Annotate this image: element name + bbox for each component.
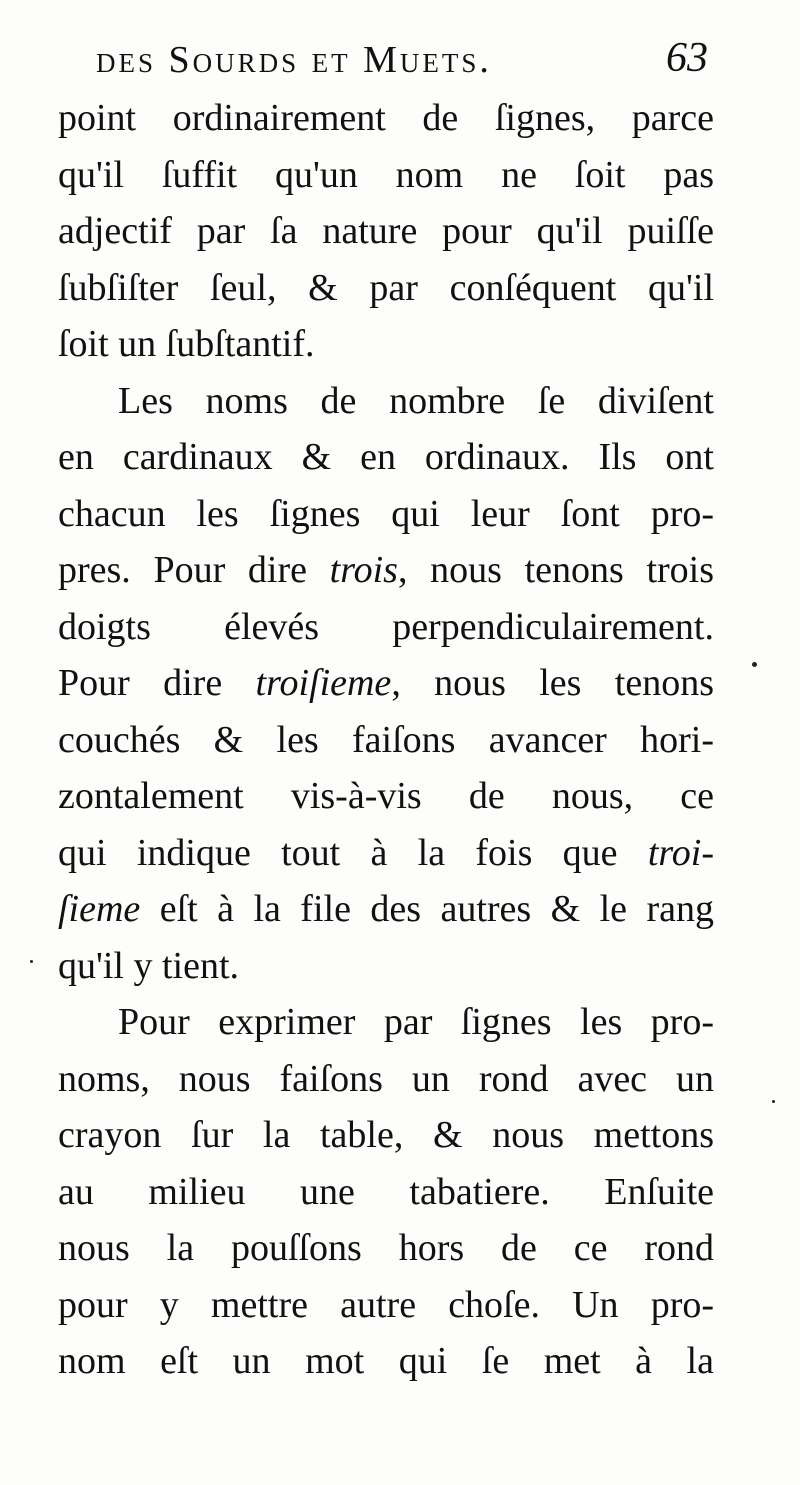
text-line: ſubſiſter ſeul, & par conſéquent qu'il	[58, 266, 714, 309]
text-line: point ordinairement de ſignes, parce	[58, 97, 714, 139]
running-title: des Sourds et Muets.	[96, 39, 492, 81]
paper-speck	[30, 960, 33, 963]
text-run: pres. Pour dire	[58, 549, 330, 591]
body-text	[58, 90, 714, 1390]
text-run: Pour dire	[58, 662, 256, 704]
italic-word: ſieme	[58, 888, 141, 930]
text-line: chacun les ſignes qui leur ſont pro-	[58, 492, 714, 535]
text-line: doigts élevés perpendiculairement.	[58, 605, 714, 648]
text-line: nom eſt un mot qui ſe met à la	[58, 1340, 714, 1382]
text-line: noms, nous faiſons un rond avec un	[58, 1057, 714, 1100]
text-line: nous la pouſſons hors de ce rond	[58, 1227, 714, 1269]
text-line: zontalement vis-à-vis de nous, ce	[58, 775, 714, 817]
text-line: qu'il ſuffit qu'un nom ne ſoit pas	[58, 153, 714, 196]
page-number: 63	[666, 35, 708, 81]
text-line	[58, 542, 714, 599]
text-line: qu'il y tient.	[58, 944, 240, 987]
text-run: qui indique tout à la fois que	[58, 831, 648, 874]
text-line: crayon ſur la table, & nous mettons	[58, 1114, 714, 1156]
italic-word: troiſieme	[255, 662, 392, 704]
italic-word: troi-	[647, 831, 714, 874]
text-line: Les noms de nombre ſe diviſent	[118, 379, 714, 422]
text-line: pour y mettre autre choſe. Un pro-	[58, 1283, 714, 1326]
text-line	[58, 655, 714, 712]
text-line: Pour exprimer par ſignes les pro-	[118, 1001, 714, 1043]
text-line: couchés & les faiſons avancer hori-	[58, 718, 714, 761]
text-run: eſt à la file des autres & le rang	[140, 888, 714, 930]
text-line	[58, 825, 714, 882]
text-line	[58, 881, 714, 938]
italic-word: trois	[329, 549, 398, 591]
text-line: ſoit un ſubſtantif.	[58, 323, 315, 365]
text-line: adjectif par ſa nature pour qu'il puiſſe	[58, 210, 714, 252]
text-run: , nous les tenons	[391, 662, 714, 704]
text-line: en cardinaux & en ordinaux. Ils ont	[58, 436, 714, 478]
text-run: , nous tenons trois	[397, 549, 714, 591]
text-line: au milieu une tabatiere. Enſuite	[58, 1170, 714, 1213]
paper-speck	[752, 662, 757, 667]
paper-speck	[772, 1100, 775, 1103]
page-header	[96, 30, 712, 90]
